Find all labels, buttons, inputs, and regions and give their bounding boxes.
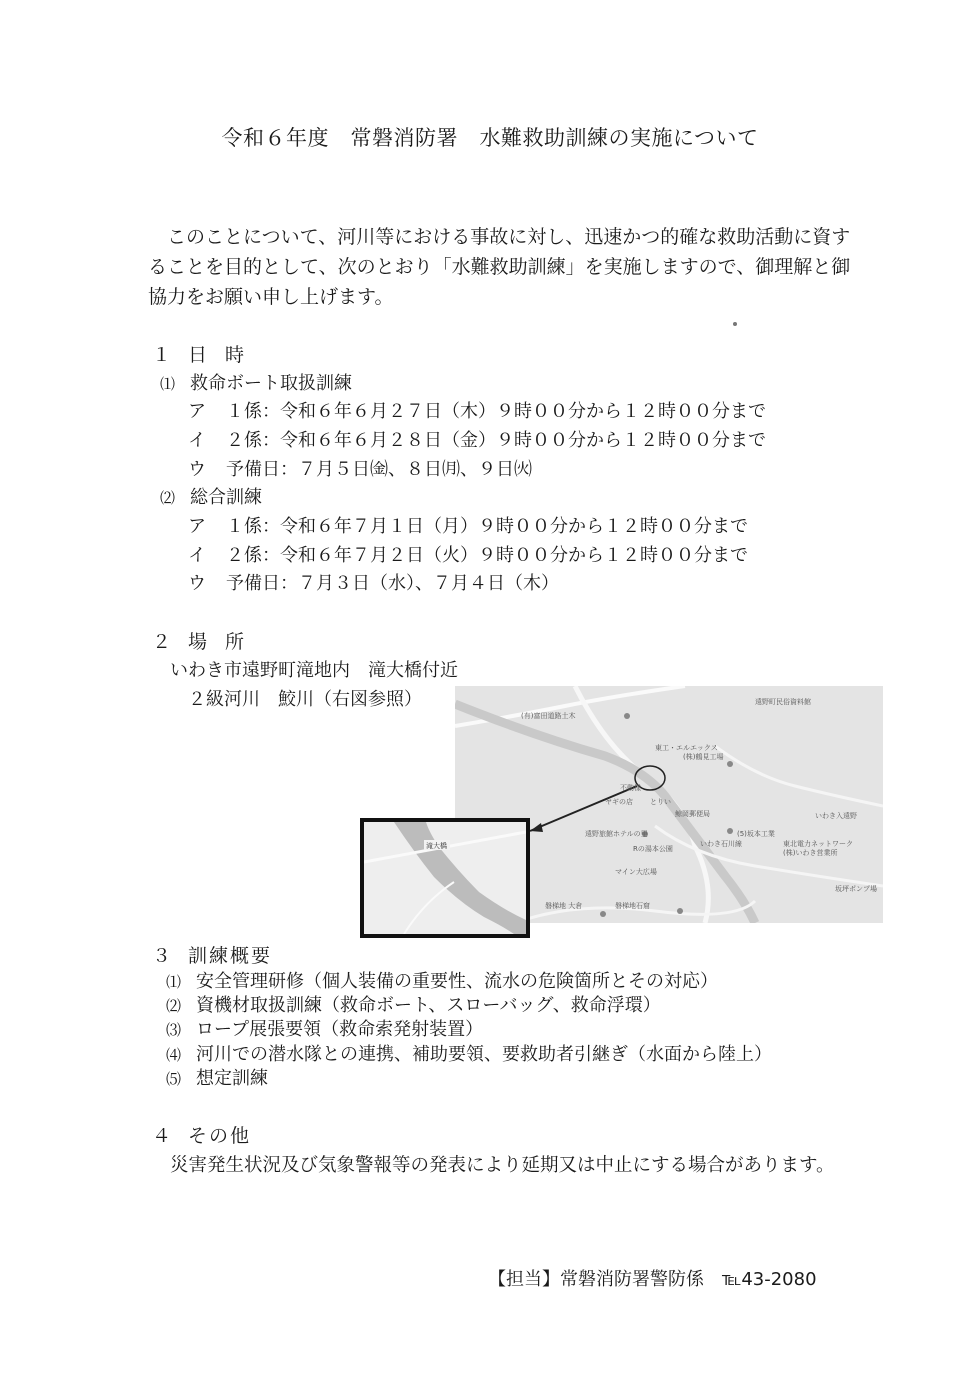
item-text: 予備日：７月５日㈮、８日㈪、９日㈫	[226, 459, 532, 480]
item-text: 想定訓練	[196, 1068, 268, 1089]
outline-item	[166, 967, 718, 993]
schedule-item	[188, 541, 748, 567]
item-text: 安全管理研修（個人装備の重要性、流水の危険箇所とその対応）	[196, 971, 718, 992]
subsection-heading	[160, 369, 352, 395]
section-4-heading	[152, 1121, 251, 1148]
inset-graphic	[364, 822, 526, 934]
item-text: ロープ展張要領（救命索発射装置）	[196, 1019, 484, 1040]
map-label: 不動様	[620, 784, 641, 792]
map-label: 遠野町民俗資料館	[755, 698, 811, 706]
map-label: (有)富田道路土木	[521, 712, 576, 720]
map-label: 鯨岡郵便局	[675, 810, 710, 818]
subsection-number: ⑴	[160, 375, 176, 393]
item-text: ２係：令和６年７月２日（火）９時００分から１２時００分まで	[226, 545, 748, 566]
item-label: ウ	[188, 459, 206, 480]
map-label: いわき入遠野	[815, 812, 857, 820]
section-title: 場所	[188, 631, 263, 653]
intro-line: 協力をお願い申し上げます。	[148, 286, 394, 308]
map-label: とりい	[650, 798, 671, 806]
map-label: 磐梯地石窟	[615, 902, 650, 910]
item-text: １係：令和６年７月１日（月）９時００分から１２時００分まで	[226, 516, 748, 537]
subsection-title: 総合訓練	[190, 487, 262, 508]
item-text: １係：令和６年６月２７日（木）９時００分から１２時００分まで	[226, 401, 766, 422]
map-label: (株)いわき営業所	[783, 849, 838, 857]
river-line: ２級河川 鮫川（右図参照）	[188, 689, 422, 710]
map-label: Rの湯本公園	[633, 845, 673, 853]
item-text: 予備日：７月３日（水）、７月４日（木）	[226, 573, 559, 594]
map-label: (株)鶴見工場	[683, 753, 724, 761]
map-label: (5)坂本工業	[737, 830, 775, 838]
outline-item	[166, 991, 661, 1017]
map-label: 磐梯地 大倉	[545, 902, 583, 910]
intro-line: このことについて、河川等における事故に対し、迅速かつ的確な救助活動に資す	[148, 226, 851, 248]
inset-label: 滝大橋	[426, 842, 447, 850]
outline-item	[166, 1040, 772, 1066]
item-number: ⑸	[166, 1070, 182, 1088]
section-title: その他	[188, 1125, 252, 1147]
schedule-item	[188, 397, 766, 423]
outline-item	[166, 1015, 483, 1041]
section-number: ２	[152, 631, 172, 653]
other-note: 災害発生状況及び気象警報等の発表により延期又は中止にする場合があります。	[170, 1155, 835, 1176]
schedule-item	[188, 569, 559, 595]
scan-speck	[733, 322, 737, 326]
item-label: ア	[188, 516, 206, 537]
item-label: ア	[188, 401, 206, 422]
item-label: イ	[188, 545, 206, 566]
item-number: ⑴	[166, 973, 182, 991]
section-3-heading	[152, 941, 272, 968]
section-number: ４	[152, 1125, 172, 1147]
subsection-title: 救命ボート取扱訓練	[190, 373, 352, 394]
map-inset	[360, 818, 530, 938]
item-number: ⑵	[166, 997, 182, 1015]
map-label: 東工・エルエックス	[655, 744, 718, 752]
item-number: ⑶	[166, 1021, 182, 1039]
outline-item	[166, 1064, 268, 1090]
section-title: 訓練概要	[188, 945, 273, 967]
map-label: ヤギの店	[605, 798, 633, 806]
item-number: ⑷	[166, 1046, 182, 1064]
intro-line: ることを目的として、次のとおり「水難救助訓練」を実施しますので、御理解と御	[148, 256, 851, 278]
map-label: 坂坪ポンプ場	[835, 885, 877, 893]
page-title: 令和６年度 常磐消防署 水難救助訓練の実施について	[221, 126, 759, 150]
location-line: いわき市遠野町滝地内 滝大橋付近	[170, 660, 458, 681]
schedule-item	[188, 512, 748, 538]
section-title: 日時	[188, 344, 263, 366]
map-label: いわき石川線	[700, 840, 742, 848]
contact-footer: 【担当】常磐消防署警防係 ℡43-2080	[488, 1269, 817, 1290]
item-label: イ	[188, 430, 206, 451]
section-number: １	[152, 344, 172, 366]
subsection-number: ⑵	[160, 489, 176, 507]
schedule-item	[188, 455, 532, 481]
item-text: 資機材取扱訓練（救命ボート、スローバッグ、救命浮環）	[196, 995, 661, 1016]
item-label: ウ	[188, 573, 206, 594]
item-text: 河川での潜水隊との連携、補助要領、要救助者引継ぎ（水面から陸上）	[196, 1044, 772, 1065]
section-2-heading	[152, 627, 262, 654]
schedule-item	[188, 426, 766, 452]
map-label: 遠野旅館ホテルの里	[585, 830, 648, 838]
item-text: ２係：令和６年６月２８日（金）９時００分から１２時００分まで	[226, 430, 766, 451]
subsection-heading	[160, 483, 262, 509]
intro-paragraph	[148, 222, 868, 312]
section-number: ３	[152, 945, 172, 967]
map-label: マイン大広場	[615, 868, 657, 876]
map-label: 東北電力ネットワーク	[783, 840, 853, 848]
section-1-heading	[152, 340, 262, 367]
